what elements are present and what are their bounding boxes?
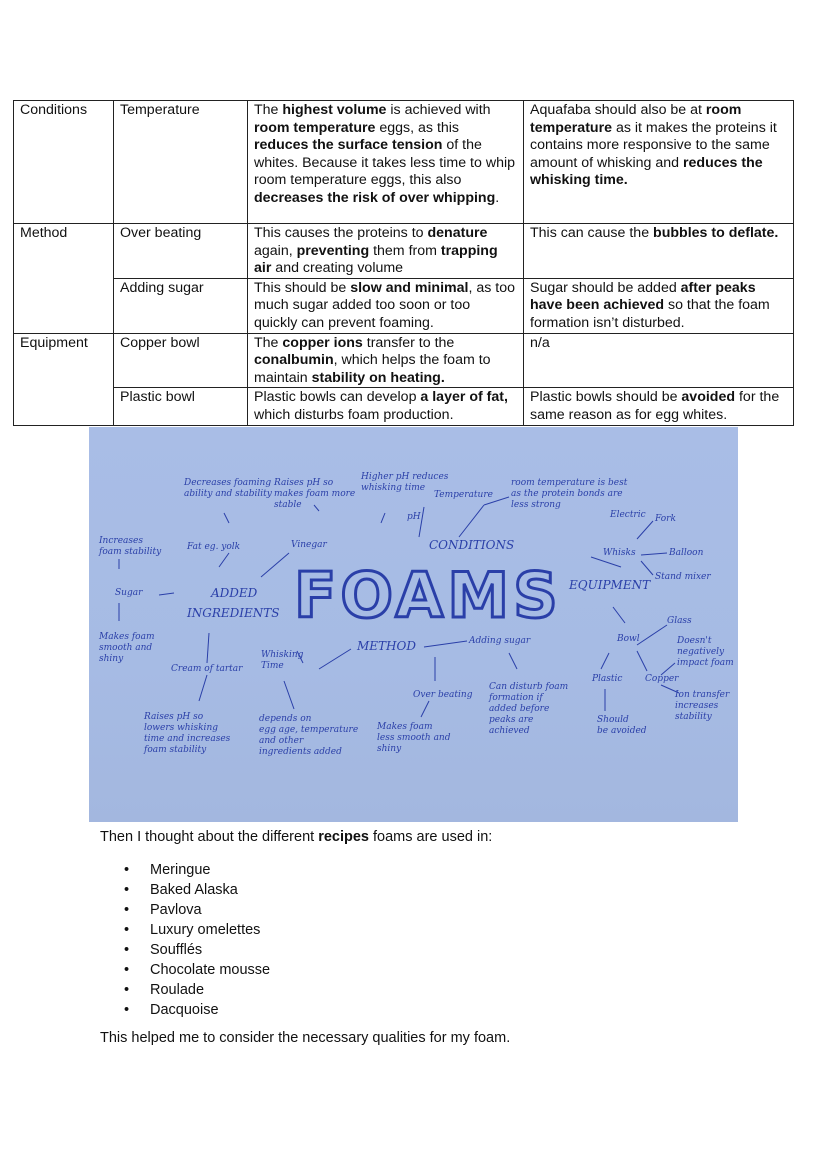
note-line: foam stability xyxy=(99,547,162,557)
note-ph: pH xyxy=(407,512,421,522)
note-stand-mixer: Stand mixer xyxy=(655,572,711,582)
aquafaba-cell xyxy=(524,101,794,224)
note-doesnt-negatively xyxy=(676,636,734,668)
note-line: Whisking xyxy=(261,650,304,660)
note-line: peaks are xyxy=(489,715,534,725)
note-line: Ion transfer xyxy=(675,690,730,700)
note-should-be-avoided xyxy=(597,715,647,736)
egg-white-cell xyxy=(248,278,524,333)
ingredients-heading: INGREDIENTS xyxy=(187,606,280,620)
note-line: ingredients added xyxy=(259,747,342,757)
note-line: increases xyxy=(675,701,719,711)
note-raises-ph-2 xyxy=(143,712,231,755)
equipment-heading: EQUIPMENT xyxy=(569,578,651,592)
text-run: is achieved with xyxy=(386,102,491,118)
factor-cell: Copper bowl xyxy=(114,333,248,388)
note-line: negatively xyxy=(677,647,725,657)
factor-cell: Temperature xyxy=(114,101,248,224)
mind-map-drawing xyxy=(89,427,738,822)
intro-bold: recipes xyxy=(318,829,369,845)
list-item: • Chocolate mousse xyxy=(100,960,270,980)
recipes-list xyxy=(100,860,270,1020)
note-fork: Fork xyxy=(655,514,676,524)
added-heading: ADDED xyxy=(211,586,258,600)
note-line: as the protein bonds are xyxy=(511,489,623,499)
egg-white-cell xyxy=(248,101,524,224)
list-item: • Meringue xyxy=(100,860,270,880)
note-copper: Copper xyxy=(645,674,679,684)
note-line: makes foam more xyxy=(274,489,356,499)
category-cell xyxy=(14,278,114,333)
note-line: formation if xyxy=(489,693,543,703)
factor-cell: Plastic bowl xyxy=(114,388,248,425)
note-makes-foam xyxy=(98,632,155,664)
note-temperature: Temperature xyxy=(434,490,493,500)
note-line: Raises pH so xyxy=(144,712,204,722)
bold-text: reduces the whisking time. xyxy=(530,154,763,189)
list-item: • Pavlova xyxy=(100,900,270,920)
note-bowl: Bowl xyxy=(617,634,640,644)
bold-text: preventing xyxy=(296,242,370,259)
note-line: shiny xyxy=(377,744,402,754)
text-run: so that the foam formation isn’t disturbed. xyxy=(530,297,770,331)
note-line: be avoided xyxy=(597,726,647,736)
note-line: Raises pH so xyxy=(274,478,334,488)
note-line: Decreases foaming xyxy=(184,478,272,488)
note-line: shiny xyxy=(99,654,124,664)
foams-mind-map-photo xyxy=(89,427,738,822)
bold-text: avoided xyxy=(681,389,736,406)
text-run: and creating volume xyxy=(271,260,404,277)
note-ion-transfer xyxy=(674,690,730,722)
intro-text-end: foams are used in: xyxy=(369,829,493,845)
text-run: The xyxy=(254,102,283,118)
list-item: • Soufflés xyxy=(100,940,270,960)
bold-text: room temperature xyxy=(254,119,376,136)
table-row xyxy=(14,101,794,224)
aquafaba-cell xyxy=(524,224,794,279)
note-decreases-foaming xyxy=(183,478,273,499)
text-run: Sugar should be added xyxy=(530,279,681,296)
note-line: stable xyxy=(274,500,302,510)
foam-factors-table xyxy=(13,100,793,426)
note-line: Higher pH reduces xyxy=(361,472,449,482)
note-line: less smooth and xyxy=(377,733,451,743)
bold-text: highest volume xyxy=(282,102,387,118)
note-balloon: Balloon xyxy=(669,548,704,558)
note-line: ability and stability xyxy=(184,489,272,499)
note-line: stability xyxy=(675,712,712,722)
note-line: and other xyxy=(259,736,304,746)
note-glass: Glass xyxy=(667,616,692,626)
text-run: , which helps the foam to maintain xyxy=(254,352,491,386)
intro-text: Then I thought about the different xyxy=(100,829,319,845)
text-run: again, xyxy=(254,242,297,259)
foams-title xyxy=(294,559,562,632)
note-adding-sugar: Adding sugar xyxy=(469,636,531,646)
note-line: time and increases xyxy=(144,734,231,744)
category-cell: Method xyxy=(14,224,114,279)
text-run: . xyxy=(495,189,500,206)
list-item: • Luxury omelettes xyxy=(100,920,270,940)
note-line: foam stability xyxy=(144,745,207,755)
note-line: lowers whisking xyxy=(144,723,218,733)
bold-text: a layer of fat, xyxy=(420,389,508,406)
list-item: • Roulade xyxy=(100,980,270,1000)
egg-white-cell xyxy=(248,224,524,279)
note-line: Should xyxy=(597,715,629,725)
text-run: Plastic bowls can develop xyxy=(254,389,421,406)
note-line: achieved xyxy=(489,726,530,736)
list-item: • Baked Alaska xyxy=(100,880,270,900)
note-line: smooth and xyxy=(99,643,153,653)
text-run: Aquafaba should also be at xyxy=(530,102,706,118)
list-item: • Dacquoise xyxy=(100,1000,270,1020)
note-can-disturb xyxy=(488,682,568,736)
egg-white-cell xyxy=(248,333,524,388)
method-heading: METHOD xyxy=(357,639,416,653)
note-line: Time xyxy=(261,661,284,671)
note-line: Doesn't xyxy=(677,636,712,646)
bold-text: after peaks have been achieved xyxy=(530,279,756,314)
note-increases-stability xyxy=(98,536,162,557)
note-whisks: Whisks xyxy=(603,548,636,558)
note-plastic: Plastic xyxy=(592,674,623,684)
category-cell: Conditions xyxy=(14,101,114,224)
text-run: The xyxy=(254,334,283,351)
category-cell: Equipment xyxy=(14,333,114,388)
bold-text: bubbles to deflate. xyxy=(653,225,779,241)
note-line: Can disturb foam xyxy=(489,682,569,692)
bold-text: room temperature xyxy=(530,102,742,136)
note-vinegar: Vinegar xyxy=(291,540,327,550)
text-run: of the whites. Because it takes less time to whip room temperature eggs, this also xyxy=(254,137,516,189)
text-run: , as too much sugar added too soon or too quickly can prevent foaming. xyxy=(254,279,516,331)
note-fat-egg-yolk: Fat eg. yolk xyxy=(187,542,241,552)
text-run: which disturbs foam production. xyxy=(254,406,454,423)
note-room-temp xyxy=(511,478,628,510)
aquafaba-cell xyxy=(524,333,794,388)
note-depends-on xyxy=(259,714,358,757)
table-row xyxy=(14,388,794,425)
note-line: Makes foam xyxy=(99,632,155,642)
factor-cell: Adding sugar xyxy=(114,278,248,333)
text-run: them from xyxy=(369,242,441,259)
table-row xyxy=(14,278,794,333)
category-cell xyxy=(14,388,114,425)
bold-text: copper ions xyxy=(282,334,363,351)
text-run: for the same reason as for egg whites. xyxy=(530,389,780,423)
text-run: This can cause the xyxy=(530,225,654,241)
text-run: Plastic bowls should be xyxy=(530,389,682,406)
bold-text: stability on heating. xyxy=(311,369,445,386)
note-line: added before xyxy=(489,704,550,714)
note-line: depends on xyxy=(259,714,312,724)
note-over-beating: Over beating xyxy=(413,690,473,700)
note-makes-foam-less xyxy=(376,722,451,754)
note-whisking-time xyxy=(261,650,304,671)
note-cream-of-tartar: Cream of tartar xyxy=(171,664,243,674)
note-line: Makes foam xyxy=(377,722,433,732)
bold-text: trapping air xyxy=(254,242,498,277)
table-row xyxy=(14,224,794,279)
bold-text: reduces the surface tension xyxy=(254,137,443,154)
note-line: less strong xyxy=(511,500,561,510)
text-run: eggs, as this xyxy=(375,119,460,136)
text-run: This causes the proteins to xyxy=(254,225,428,241)
bold-text: decreases the risk of over whipping xyxy=(254,189,496,206)
note-line: egg age, temperature xyxy=(259,725,359,735)
note-sugar: Sugar xyxy=(115,588,143,598)
conditions-heading: CONDITIONS xyxy=(429,538,515,552)
note-line: room temperature is best xyxy=(511,478,628,488)
text-run: n/a xyxy=(530,334,550,351)
foams-title-text: FOAMS xyxy=(294,559,562,632)
text-run: as it makes the proteins it contains more responsive to the same amount of whisking and xyxy=(530,119,777,171)
outro-text: This helped me to consider the necessary qualities for my foam. xyxy=(100,1030,511,1046)
bold-text: denature xyxy=(427,225,488,241)
bold-text: slow and minimal xyxy=(350,279,469,296)
table-row xyxy=(14,333,794,388)
factor-cell: Over beating xyxy=(114,224,248,279)
note-line: impact foam xyxy=(677,658,734,668)
note-line: whisking time xyxy=(361,483,426,493)
note-electric: Electric xyxy=(610,510,646,520)
aquafaba-cell xyxy=(524,388,794,425)
aquafaba-cell xyxy=(524,278,794,333)
recipes-intro xyxy=(100,829,492,845)
note-line: Increases xyxy=(99,536,143,546)
bold-text: conalbumin xyxy=(254,352,334,369)
text-run: transfer to the xyxy=(362,334,455,351)
egg-white-cell xyxy=(248,388,524,425)
text-run: This should be xyxy=(254,279,351,296)
